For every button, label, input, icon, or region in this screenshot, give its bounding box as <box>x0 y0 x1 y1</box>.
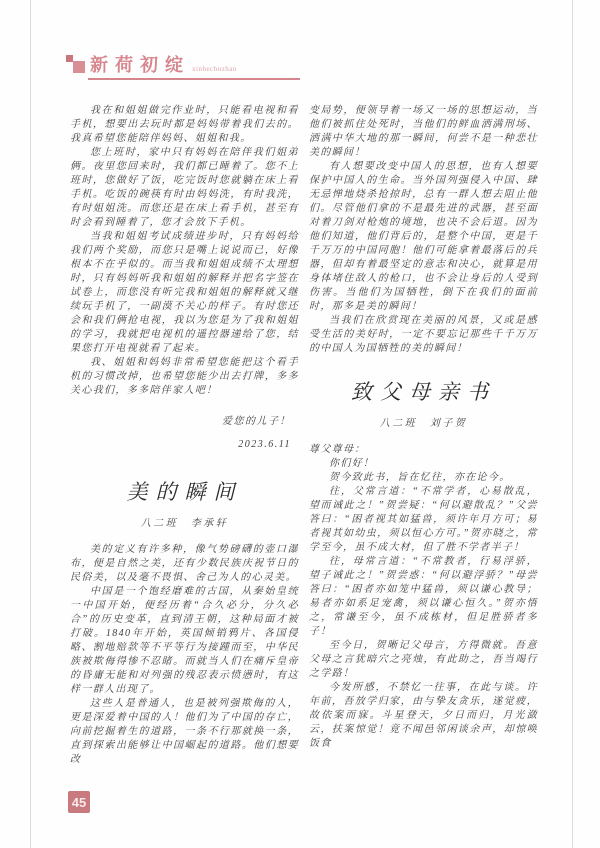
letter-signature-block <box>70 410 299 456</box>
article-paragraph: 中国是一个饱经磨难的古国，从秦始皇统一中国开始，便经历着“合久必分，分久必合”的历史变革，直到清王朝，这种局面才被打破。1840年开始，英国倾销鸦片、各国侵略、割地赔款等不平等行为接踵而至，中华民族被欺侮得惨不忍睹。而就当人们在痛斥皇帝的昏庸无能和对列强的残忍表示愤懑时，有这样一群人出现了。 <box>70 586 299 695</box>
letter-paragraph: 往，母常言道：“不常教者，行易浮骄，望子诫此之！”贺尝惑：“何以避浮骄？”母尝答曰：“困者亦如笼中猛兽，须以谦心教导；易者亦如系足宠禽，须以谦心恒久。”贺亦悟之，常谦至今，虽不成栋材，但足胜骄者多子！ <box>309 556 538 637</box>
article-paragraph: 这些人是普通人，也是被列强欺侮的人，更是深爱着中国的人！他们为了中国的存亡，向前挖掘着生的道路，一条不行那就换一条，直到探索出能够让中国崛起的道路。他们想要改 <box>70 698 299 765</box>
page-header <box>66 52 534 80</box>
letter-salutation: 尊父尊母： <box>309 444 366 455</box>
page-edge-line-right <box>572 0 573 848</box>
article-byline: 八二班 李承轩 <box>140 518 229 529</box>
letter-paragraph: 至今日，贺晰记父母言，方得微就。吾意父母之言犹暗穴之亮烛，有此助之，吾当竭行之学路！ <box>309 640 538 679</box>
article-paragraph: 有人想要改变中国人的思想，也有人想要保护中国人的生命。当外国列强侵入中国、肆无忌惮地烧杀抢掠时，总有一群人想去阻止他们。尽管他们拿的不是最先进的武器，甚至面对着刀剑对枪炮的境地，也决不会后退。因为他们知道，他们背后的，是整个中国，更是千千万万的中国同胞！他们可能拿着最落后的兵器，但却有着最坚定的意志和决心，就算是用身体堵住敌人的枪口，也不会让身后的人受到伤害。当他们为国牺牲，倒下在我们的面前时，那多是美的瞬间！ <box>309 161 538 312</box>
page-content <box>70 104 538 767</box>
letter-signature: 爱您的儿子！ <box>222 416 291 427</box>
logo-squares-icon <box>66 52 86 74</box>
article-title-letter-to-parents: 致父母亲书 <box>351 380 496 404</box>
letter-paragraph: 您上班时，家中只有妈妈在陪伴我们姐弟俩。夜里您回来时，我们都已睡着了。您不上班时，您做好了饭，吃完饭时您就躺在床上看手机。吃饭的碗筷有时由妈妈洗，有时我洗，有时姐姐洗。而您还是在床上看手机，甚至有时会看到睡着了，您才会放下手机。 <box>70 147 299 228</box>
letter-paragraph: 我在和姐姐做完作业时，只能看电视和看手机，想要出去玩时都是妈妈带着我们去的。我真希望您能陪伴妈妈、姐姐和我。 <box>70 105 299 144</box>
section-title: 新荷初绽 <box>90 55 190 75</box>
header-rule <box>88 78 300 80</box>
letter-paragraph: 贺今致此书，旨在忆往，亦在论今。 <box>329 472 511 483</box>
letter-paragraph: 我、姐姐和妈妈非常希望您能把这个看手机的习惯改掉，也希望您能少出去打牌，多多关心我们，多多陪伴家人吧！ <box>70 357 299 396</box>
section-subtitle: xinhechuzhan <box>192 65 237 73</box>
article-paragraph-continuation: 变局势，便领导着一场又一场的思想运动，当他们被抓住处死时，当他们的鲜血洒满刑场、洒满中华大地的那一瞬间，何尝不是一种悲壮美的瞬间！ <box>309 105 538 158</box>
right-column <box>309 104 538 767</box>
article-paragraph: 当我们在欣赏现在美丽的风景，又或是感受生活的美好时，一定不要忘记那些千千万万的中国人为国牺牲的美的瞬间！ <box>309 315 538 354</box>
page-number: 45 <box>68 791 90 813</box>
page-edge-line-left <box>30 0 31 848</box>
letter-paragraph: 你们好！ <box>329 458 375 469</box>
article-title-beautiful-moment: 美的瞬间 <box>126 480 243 504</box>
article-paragraph: 美的定义有许多种，像气势磅礴的壶口瀑布，便是自然之美，还有少数民族庆祝节日的民俗美，以及毫不畏惧、舍己为人的心灵美。 <box>70 544 299 583</box>
article-byline: 八二班 刘子贺 <box>379 418 468 429</box>
letter-date: 2023.6.11 <box>238 439 291 450</box>
letter-paragraph: 往，父常言道：“不常学者，心易散乱，望而诫此之！”贺尝疑：“何以避散乱？”父尝答曰：“困者视其如猛兽，须许年月方可；易者视其如幼虫，须以恒心方可。”贺亦晓之，常学至今，虽不成大材，但了胜不学者半子！ <box>309 486 538 553</box>
letter-paragraph: 当我和姐姐考试成绩进步时，只有妈妈给我们两个奖励，而您只是嘴上说说而已，好像根本不在乎似的。而当我和姐姐成绩不太理想时，只有妈妈听我和姐姐的解释并把名字签在试卷上，而您没有听完我和姐姐的解释就又继续玩手机了，一副漠不关心的样子。有时您还会和我们俩抢电视，我以为您是为了我和姐姐的学习，我就把电视机的遥控器递给了您，结果您打开电视就看了起来。 <box>70 231 299 354</box>
left-column <box>70 104 299 767</box>
letter-paragraph: 今发所感，不禁忆一往事，在此与谈。许年前，吾放学归家，由与挚友贪乐，遂觉疲，故依案而寐。斗星登天，夕日而归，月光潋云，扶案惊觉！竟不闻邑邻闲谈余声，却惊唤饭食 <box>309 682 538 749</box>
